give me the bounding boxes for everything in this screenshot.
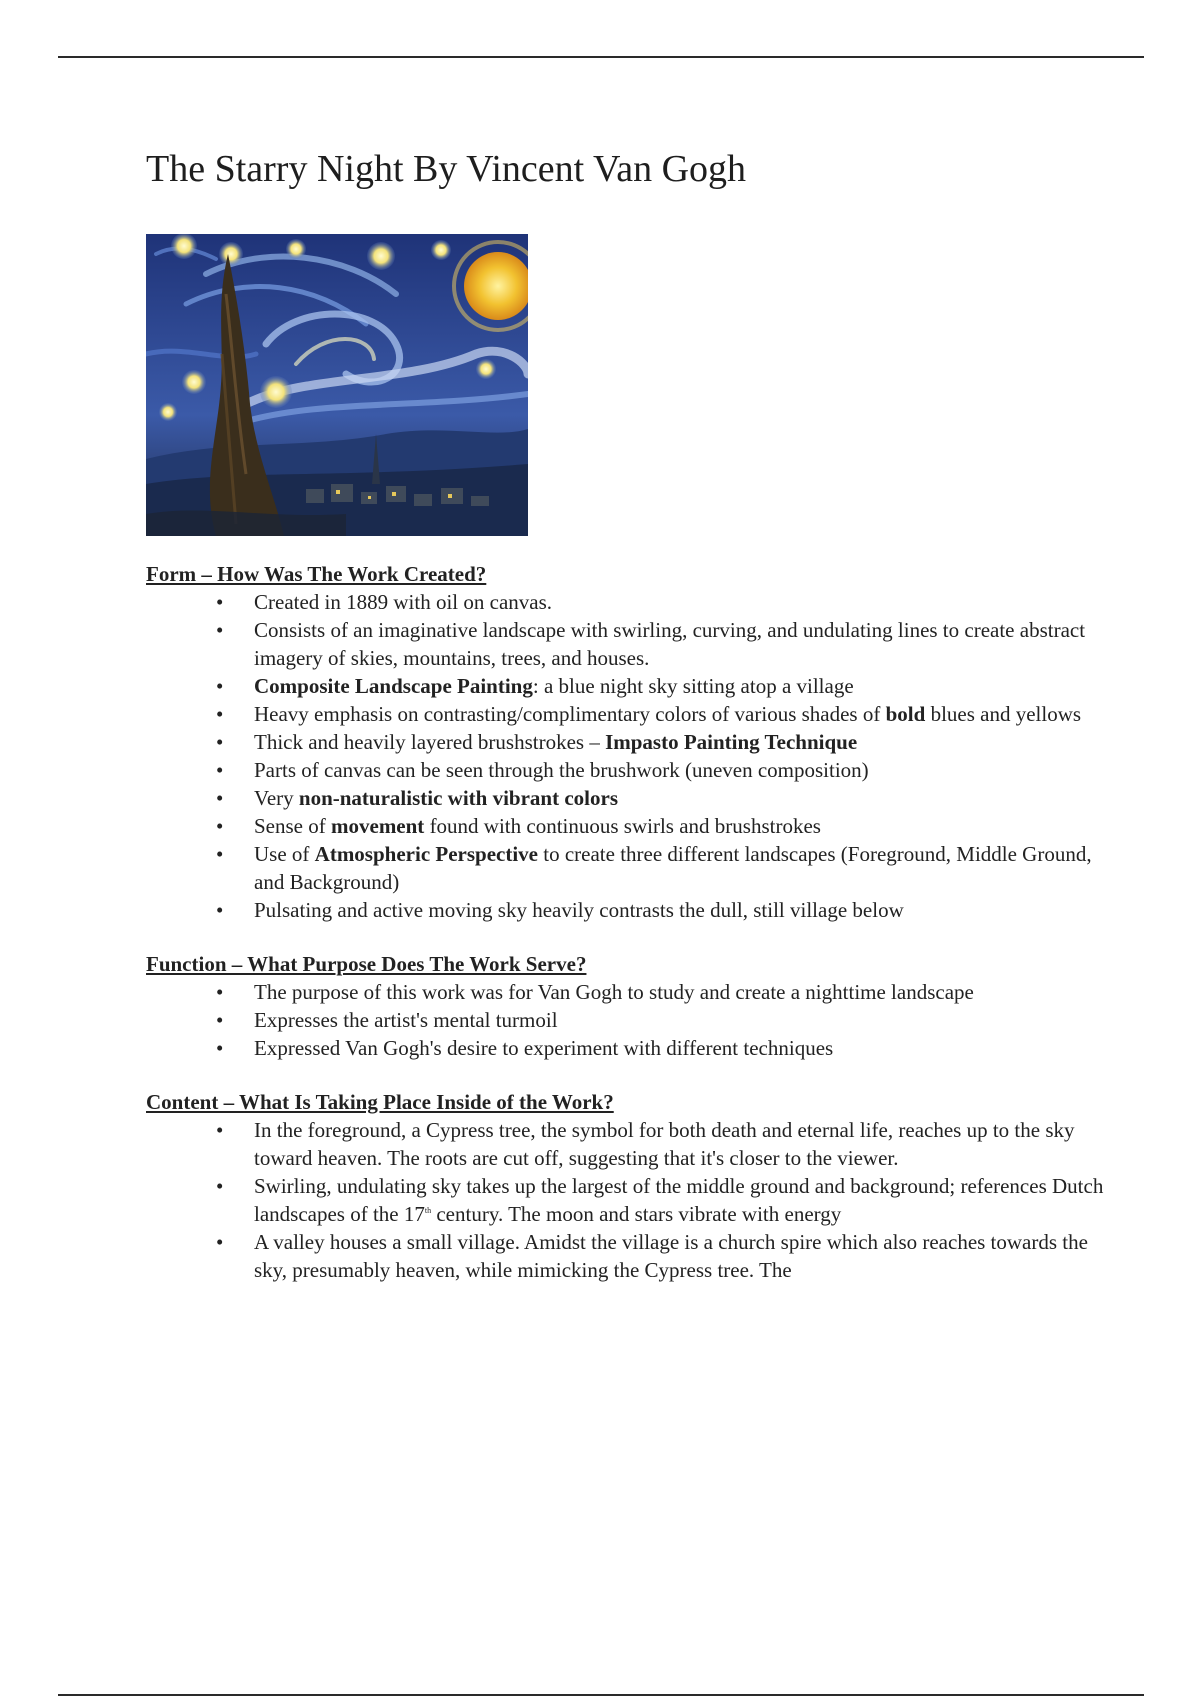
- bullet-text: Use of: [254, 842, 315, 866]
- function-bullet-list: [146, 978, 1106, 1062]
- starry-night-painting-image: [146, 234, 528, 536]
- list-item: [146, 588, 1104, 616]
- bullet-bold-text: Composite Landscape Painting: [254, 674, 533, 698]
- list-item: [146, 1228, 1104, 1284]
- list-item: [146, 1006, 1104, 1034]
- bullet-bold-text: movement: [331, 814, 425, 838]
- section-spacer: [146, 924, 1106, 950]
- bullet-text: A valley houses a small village. Amidst the village is a church spire which also reaches towards the sky, presumably heaven, while mimicking the Cypress tree. The: [254, 1230, 1088, 1282]
- bullet-glyph: •: [216, 1230, 224, 1254]
- bullet-glyph: •: [216, 786, 224, 810]
- content-bullet-list: [146, 1116, 1106, 1284]
- bullet-glyph: •: [216, 702, 224, 726]
- bullet-text: Pulsating and active moving sky heavily contrasts the dull, still village below: [254, 898, 904, 922]
- bullet-text: Created in 1889 with oil on canvas.: [254, 590, 553, 614]
- bullet-bold-text: non-naturalistic with vibrant colors: [298, 786, 618, 810]
- list-item: [146, 1116, 1104, 1172]
- bullet-glyph: •: [216, 1118, 224, 1142]
- bullet-text: Very: [254, 786, 299, 810]
- bullet-text: Swirling, undulating sky takes up the largest of the middle ground and background; references Dutch landscapes of the 17: [254, 1174, 1104, 1226]
- bullet-glyph: •: [216, 980, 224, 1004]
- bullet-glyph: •: [216, 814, 224, 838]
- list-item: [146, 1034, 1104, 1062]
- bottom-rule: [58, 1694, 1144, 1696]
- section-spacer: [146, 1062, 1106, 1088]
- list-item: [146, 700, 1104, 728]
- content-section: [146, 1088, 1106, 1284]
- bullet-text: Heavy emphasis on contrasting/complimentary colors of various shades of: [254, 702, 886, 726]
- list-item: [146, 672, 1104, 700]
- bullet-glyph: •: [216, 618, 224, 642]
- list-item: [146, 840, 1104, 896]
- list-item: [146, 616, 1104, 672]
- top-rule: [58, 56, 1144, 58]
- bullet-glyph: •: [216, 758, 224, 782]
- list-item: [146, 1172, 1104, 1228]
- list-item: [146, 784, 1104, 812]
- bullet-text: Expresses the artist's mental turmoil: [254, 1008, 558, 1032]
- section-heading-form: Form – How Was The Work Created?: [146, 562, 487, 586]
- document-body: [146, 560, 1106, 1284]
- bullet-glyph: •: [216, 1008, 224, 1032]
- list-item: [146, 978, 1104, 1006]
- ordinal-suffix: th: [424, 1206, 432, 1215]
- bullet-glyph: •: [216, 730, 224, 754]
- list-item: [146, 728, 1104, 756]
- bullet-glyph: •: [216, 1174, 224, 1198]
- bullet-glyph: •: [216, 590, 224, 614]
- bullet-glyph: •: [216, 1036, 224, 1060]
- bullet-glyph: •: [216, 898, 224, 922]
- bullet-text: to create three different landscapes (Foreground, Middle Ground, and Background): [254, 842, 1092, 894]
- bullet-text: In the foreground, a Cypress tree, the symbol for both death and eternal life, reaches up to the sky toward heaven. The roots are cut off, suggesting that it's closer to the viewer.: [254, 1118, 1075, 1170]
- bullet-glyph: •: [216, 842, 224, 866]
- bullet-text: Thick and heavily layered brushstrokes –: [254, 730, 606, 754]
- section-heading-content: Content – What Is Taking Place Inside of the Work?: [146, 1090, 614, 1114]
- list-item: [146, 812, 1104, 840]
- bullet-glyph: •: [216, 674, 224, 698]
- bullet-text: century. The moon and stars vibrate with energy: [431, 1202, 842, 1226]
- form-bullet-list: [146, 588, 1106, 924]
- bullet-text: found with continuous swirls and brushstrokes: [424, 814, 821, 838]
- bullet-text: Consists of an imaginative landscape with swirling, curving, and undulating lines to create abstract imagery of skies, mountains, trees, and houses.: [254, 618, 1086, 670]
- bullet-text: Parts of canvas can be seen through the brushwork (uneven composition): [254, 758, 869, 782]
- bullet-bold-text: bold: [885, 702, 926, 726]
- page-title: The Starry Night By Vincent Van Gogh: [146, 148, 747, 190]
- form-section: [146, 560, 1106, 924]
- bullet-bold-text: Impasto Painting Technique: [605, 730, 858, 754]
- bullet-bold-text: Atmospheric Perspective: [314, 842, 538, 866]
- bullet-text: Sense of: [254, 814, 331, 838]
- list-item: [146, 756, 1104, 784]
- bullet-text: : a blue night sky sitting atop a village: [532, 674, 854, 698]
- list-item: [146, 896, 1104, 924]
- bullet-text: The purpose of this work was for Van Gogh to study and create a nighttime landscape: [254, 980, 974, 1004]
- function-section: [146, 950, 1106, 1062]
- bullet-text: blues and yellows: [925, 702, 1082, 726]
- bullet-text: Expressed Van Gogh's desire to experiment with different techniques: [254, 1036, 834, 1060]
- section-heading-function: Function – What Purpose Does The Work Serve?: [146, 952, 587, 976]
